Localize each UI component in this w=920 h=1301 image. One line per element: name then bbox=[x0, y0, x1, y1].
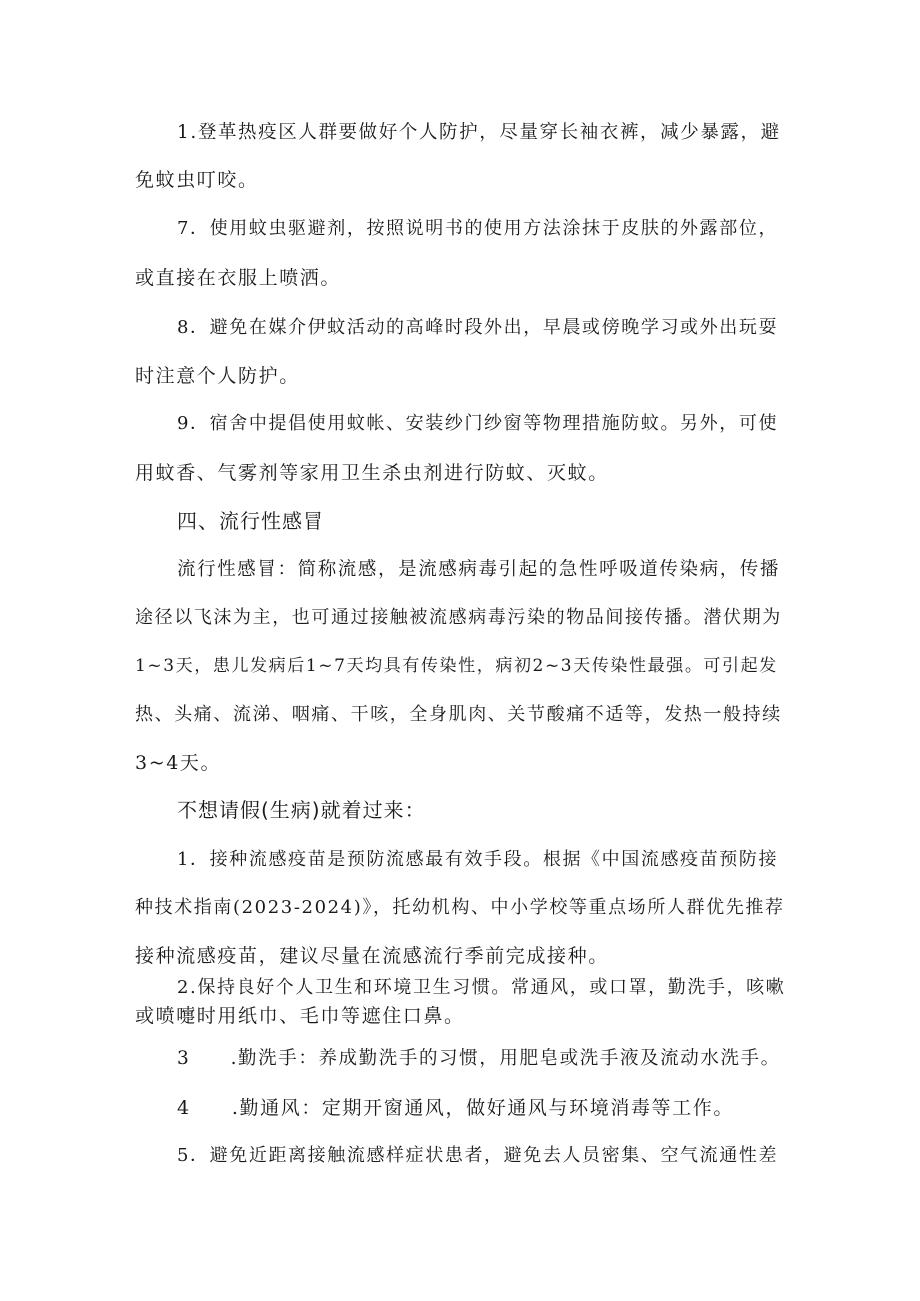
text-line-10: 流行性感冒：简称流感，是流感病毒引起的急性呼吸道传染病，传播 bbox=[177, 559, 781, 580]
text-line-21: 3 .勤洗手：养成勤洗手的习惯，用肥皂或洗手液及流动水洗手。 bbox=[177, 1048, 781, 1069]
text-line-18: 接种流感疫苗，建议尽量在流感流行季前完成接种。 bbox=[135, 945, 609, 967]
text-line-20: 或喷嚏时用纸巾、毛巾等遮住口鼻。 bbox=[135, 1005, 465, 1027]
text-line-14: 3~4天。 bbox=[135, 752, 222, 774]
subheading: 不想请假(生病)就着过来： bbox=[177, 798, 426, 822]
text-line-1: 1.登革热疫区人群要做好个人防护，尽量穿长袖衣裤，减少暴露，避 bbox=[177, 122, 781, 143]
text-line-22: 4 .勤通风：定期开窗通风，做好通风与环境消毒等工作。 bbox=[177, 1097, 734, 1119]
text-line-19: 2.保持良好个人卫生和环境卫生习惯。常通风，或口罩，勤洗手，咳嗽 bbox=[177, 977, 786, 998]
text-line-12: 1~3天，患儿发病后1~7天均具有传染性，病初2~3天传染性最强。可引起发 bbox=[135, 656, 778, 676]
text-line-7: 9．宿舍中提倡使用蚊帐、安装纱门纱窗等物理措施防蚊。另外，可使 bbox=[177, 413, 779, 434]
text-line-23: 5．避免近距离接触流感样症状患者，避免去人员密集、空气流通性差 bbox=[177, 1145, 779, 1166]
text-line-13: 热、头痛、流涕、咽痛、干咳，全身肌肉、关节酸痛不适等，发热一般持续 bbox=[135, 704, 782, 725]
text-line-6: 时注意个人防护。 bbox=[135, 365, 300, 387]
text-line-11: 途径以飞沫为主，也可通过接触被流感病毒污染的物品间接传播。潜伏期为 bbox=[135, 607, 782, 628]
text-line-2: 免蚊虫叮咬。 bbox=[135, 169, 259, 191]
text-line-8: 用蚊香、气雾剂等家用卫生杀虫剂进行防蚊、灭蚊。 bbox=[135, 462, 609, 484]
text-line-17: 种技术指南(2023-2024)》，托幼机构、中小学校等重点场所人群优先推荐 bbox=[135, 897, 785, 918]
text-line-16: 1．接种流感疫苗是预防流感最有效手段。根据《中国流感疫苗预防接 bbox=[177, 849, 779, 870]
text-line-4: 或直接在衣服上喷洒。 bbox=[135, 267, 342, 289]
text-line-3: 7．使用蚊虫驱避剂，按照说明书的使用方法涂抹于皮肤的外露部位， bbox=[177, 218, 779, 239]
section-heading: 四、流行性感冒 bbox=[177, 509, 324, 533]
text-line-5: 8．避免在媒介伊蚊活动的高峰时段外出，早晨或傍晚学习或外出玩耍 bbox=[177, 317, 779, 338]
